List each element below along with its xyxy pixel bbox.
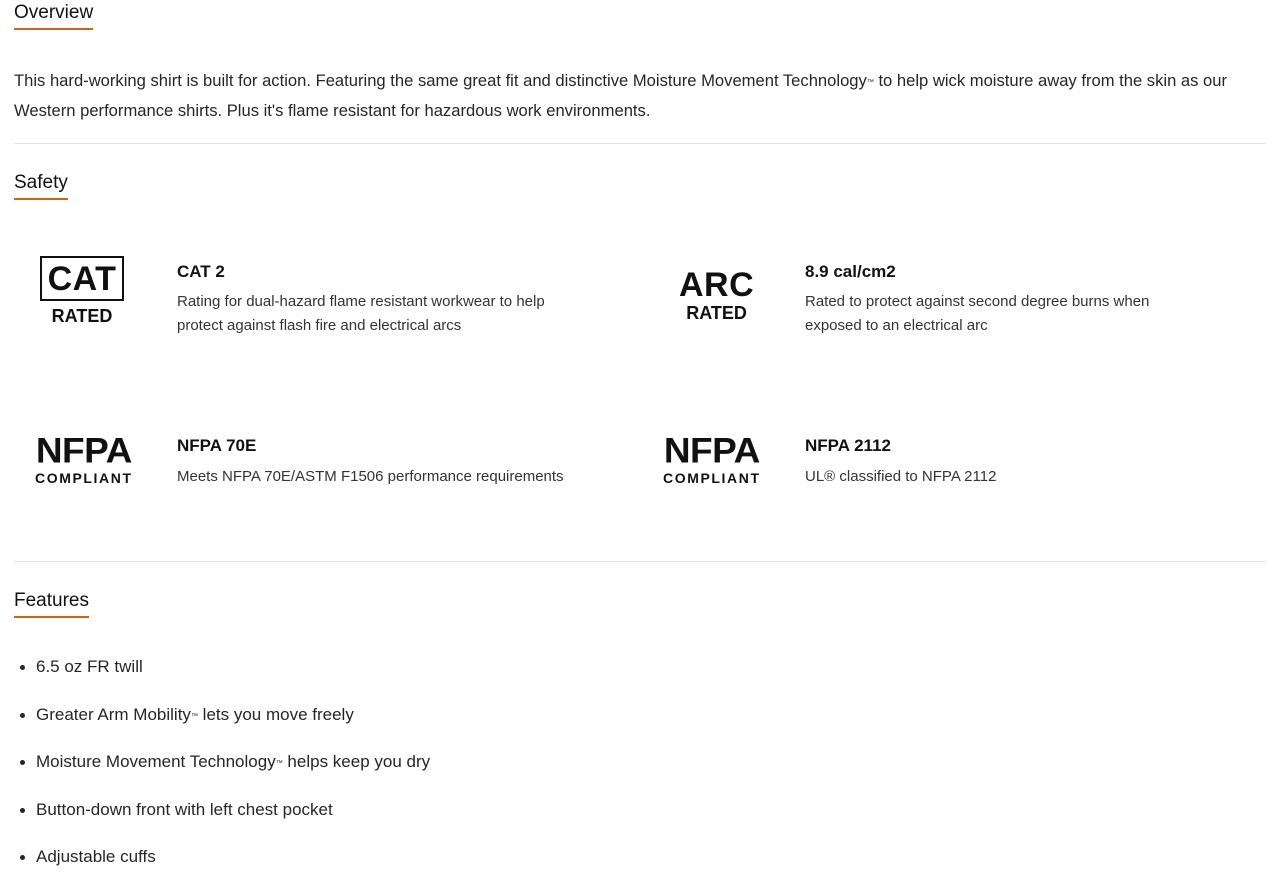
list-item: Adjustable cuffs — [36, 840, 430, 874]
list-item: Greater Arm Mobility™ lets you move freely — [36, 698, 430, 732]
cat-rating-title: CAT 2 — [177, 262, 225, 281]
nfpa-compliant-icon: NFPA COMPLIANT — [35, 431, 133, 486]
arc-rating-title: 8.9 cal/cm2 — [805, 262, 896, 281]
nfpa-70e-description: Meets NFPA 70E/ASTM F1506 performance requirements — [177, 468, 564, 485]
overview-heading: Overview — [14, 1, 93, 30]
section-divider — [14, 143, 1266, 144]
arc-rated-icon: ARC RATED — [679, 266, 755, 323]
nfpa-2112-title: NFPA 2112 — [805, 436, 891, 455]
nfpa-70e-title: NFPA 70E — [177, 436, 257, 455]
features-list — [14, 650, 430, 888]
nfpa-compliant-icon: NFPA COMPLIANT — [663, 431, 761, 486]
nfpa-2112-description: UL® classified to NFPA 2112 — [805, 468, 997, 485]
arc-rating-description: Rated to protect against second degree burns when exposed to an electrical arc — [805, 293, 1150, 334]
section-divider — [14, 561, 1266, 562]
overview-description: This hard-working shirt is built for action. Featuring the same great fit and distinctive Moisture Movement Technology™ to help wick moisture away from the skin as our Western performance shirts. Plus it's flame resistant for hazardous work environments. — [14, 71, 1228, 120]
features-heading: Features — [14, 589, 89, 618]
list-item: Button-down front with left chest pocket — [36, 793, 430, 827]
list-item: 6.5 oz FR twill — [36, 650, 430, 684]
cat-rating-description: Rating for dual-hazard flame resistant workwear to help protect against flash fire and electrical arcs — [177, 293, 545, 334]
list-item: Moisture Movement Technology™ helps keep you dry — [36, 745, 430, 779]
safety-heading: Safety — [14, 171, 68, 200]
cat-rated-icon: CAT RATED — [40, 256, 124, 325]
